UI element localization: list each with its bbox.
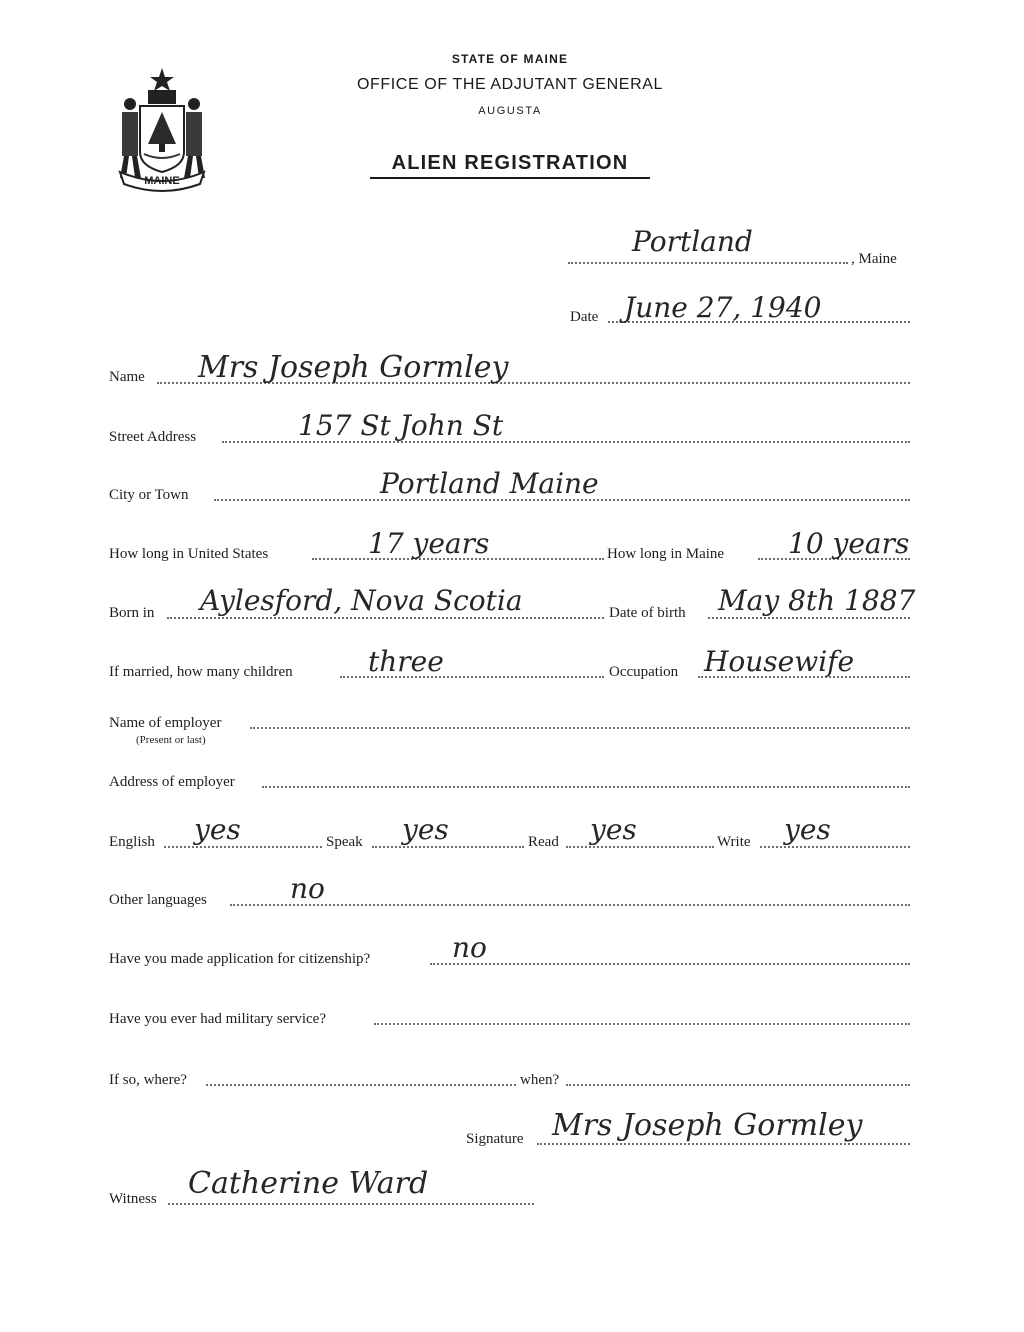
read-label: Read — [528, 834, 559, 850]
witness-value[interactable]: Catherine Ward — [188, 1166, 429, 1201]
witness-label: Witness — [109, 1191, 157, 1207]
citizenship-label: Have you made application for citizenship? — [109, 951, 371, 967]
city-label: City or Town — [109, 487, 189, 503]
occupation-value[interactable]: Housewife — [704, 645, 855, 678]
date-of-birth-value[interactable]: May 8th 1887 — [718, 584, 916, 617]
speak-label: Speak — [326, 834, 363, 850]
date-label: Date — [570, 309, 599, 325]
other-languages-label: Other languages — [109, 892, 207, 908]
signature-label: Signature — [466, 1131, 524, 1147]
born-in-label: Born in — [109, 605, 155, 621]
speak-value[interactable]: yes — [402, 813, 449, 846]
where-line — [206, 1084, 516, 1086]
place-suffix: , Maine — [851, 251, 897, 267]
maine-state-seal-icon — [106, 62, 218, 194]
form-title: ALIEN REGISTRATION — [370, 152, 650, 179]
employer-name-line — [250, 727, 910, 729]
state-heading: STATE OF MAINE — [451, 52, 569, 66]
when-label: when? — [520, 1072, 560, 1088]
speak-line — [372, 846, 524, 848]
street-label: Street Address — [109, 429, 197, 445]
how-long-us-value[interactable]: 17 years — [368, 527, 490, 560]
citizenship-line — [430, 963, 910, 965]
write-label: Write — [717, 834, 751, 850]
other-languages-line — [230, 904, 910, 906]
english-line — [164, 846, 322, 848]
witness-line — [168, 1203, 534, 1205]
write-value[interactable]: yes — [784, 813, 831, 846]
military-label: Have you ever had military service? — [109, 1011, 326, 1027]
office-heading: OFFICE OF THE ADJUTANT GENERAL — [356, 76, 664, 93]
children-value[interactable]: three — [368, 645, 444, 678]
employer-name-sublabel: (Present or last) — [136, 734, 206, 746]
signature-line — [537, 1143, 910, 1145]
how-long-us-label: How long in United States — [109, 546, 269, 562]
read-value[interactable]: yes — [590, 813, 637, 846]
children-label: If married, how many children — [109, 664, 293, 680]
when-line — [566, 1084, 910, 1086]
date-value[interactable]: June 27, 1940 — [624, 291, 822, 324]
write-line — [760, 846, 910, 848]
name-label: Name — [109, 369, 145, 385]
read-line — [566, 846, 714, 848]
other-languages-value[interactable]: no — [290, 872, 325, 905]
employer-name-label: Name of employer — [109, 715, 222, 731]
english-value[interactable]: yes — [194, 813, 241, 846]
place-line — [568, 262, 848, 264]
date-of-birth-label: Date of birth — [609, 605, 686, 621]
place-value[interactable]: Portland — [632, 225, 753, 258]
citizenship-value[interactable]: no — [452, 931, 487, 964]
city-value[interactable]: Portland Maine — [380, 467, 599, 500]
how-long-maine-value[interactable]: 10 years — [788, 527, 910, 560]
svg-text:MAINE: MAINE — [144, 175, 180, 187]
where-label: If so, where? — [109, 1072, 187, 1088]
employer-address-label: Address of employer — [109, 774, 235, 790]
name-value[interactable]: Mrs Joseph Gormley — [198, 350, 509, 385]
signature-value[interactable]: Mrs Joseph Gormley — [552, 1108, 863, 1143]
street-value[interactable]: 157 St John St — [298, 409, 504, 442]
date-of-birth-line — [708, 617, 910, 619]
occupation-label: Occupation — [609, 664, 679, 680]
how-long-maine-label: How long in Maine — [607, 546, 725, 562]
military-line — [374, 1023, 910, 1025]
born-in-value[interactable]: Aylesford, Nova Scotia — [200, 584, 523, 617]
english-label: English — [109, 834, 155, 850]
employer-address-line — [262, 786, 910, 788]
born-in-line — [167, 617, 604, 619]
city-heading: AUGUSTA — [478, 105, 542, 117]
